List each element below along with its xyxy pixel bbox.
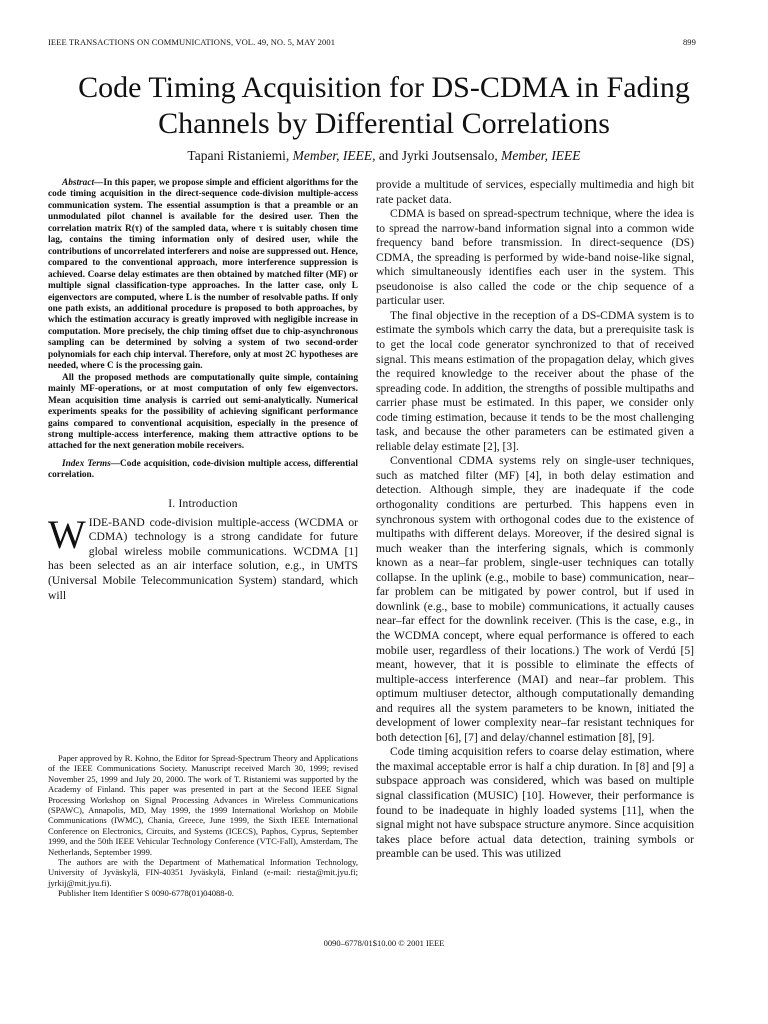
right-column: [376, 178, 694, 862]
first-page-footnote: [48, 753, 358, 899]
body-paragraph-1: provide a multitude of services, especially multimedia and high bit rate packet data.: [376, 178, 694, 206]
page-number: 899: [682, 37, 696, 47]
index-terms-label: Index Terms—: [62, 458, 121, 469]
footnote-paragraph-2: The authors are with the Department of Mathematical Information Technology, University of Jyväskylä, FIN-40351 Jyväskylä, Finland (e-mail: riesta@mit.jyu.fi; jyrkij@mit.jyu.fi).: [48, 857, 358, 888]
body-paragraph-2: CDMA is based on spread-spectrum technique, where the idea is to spread the narrow-band information signal into a common wide frequency band before transmission. In direct-sequence (DS) CDMA, the spreading is performed by wide-band noise-like signal, which simultaneously identifies each user in the system. This pseudonoise is also called the code or the chip sequence of a particular user.: [376, 207, 694, 308]
body-paragraph-5: Code timing acquisition refers to coarse delay estimation, where the maximal acceptable error is half a chip duration. In [8] and [9] a subspace approach was considered, which was based on multiple signal classification (MUSIC) [10]. However, their performance is found to be inadequate in highly loaded systems [11], when the signal might not have subspace structure anymore. Since acquisition takes place before actual data detection, training symbols or preamble can be used. This was utilized: [376, 745, 694, 861]
abstract-label: Abstract—: [62, 178, 104, 188]
section-heading-introduction: I. Introduction: [168, 497, 238, 510]
left-column: [48, 178, 358, 603]
author-conjunction: and: [378, 148, 399, 163]
footnote-paragraph-1: Paper approved by R. Kohno, the Editor for Spread-Spectrum Theory and Applications of the IEEE Communications Society. Manuscript received March 30, 1999; revised November 25, 1999 and July 20, 2000. The work of T. Ristaniemi was supported by the Academy of Finland. This paper was presented in part at the Second IEEE Signal Processing Workshop on Signal Processing Advances in Wireless Communications (SPAWC), Annapolis, MD, May 1999, the 1999 International Workshop on Mobile Communications (IWMC), Chania, Greece, June 1999, the Sixth IEEE International Conference on Electronics, Circuits, and Systems (ICECS), Paphos, Cyprus, September 1999, and the 50th IEEE Vehicular Technology Conference (VTC-Fall), Amsterdam, The Netherlands, September 1999.: [48, 753, 358, 857]
introduction-text: IDE-BAND code-division multiple-access (WCDMA or CDMA) technology is a strong candidate for future global wireless mobile communications. WCDMA [1] has been selected as an air interface solution, e.g., in UMTS (Universal Mobile Telecommunication System) standard, which will: [48, 515, 358, 602]
author-line: [30, 148, 738, 164]
running-head: [48, 37, 696, 47]
body-paragraph-4: Conventional CDMA systems rely on single-user techniques, such as matched filter (MF) [4], in both delay estimation and detection. Although simple, they are inadequate if the code orthogonality conditions are perturbed. This happens even in synchronous system with orthogonal codes due to the existence of multipaths with different delays. Moreover, if the desired signal is much weaker than the interfering signals, which is commonly known as a near–far problem, single-user techniques can totally collapse. In the uplink (e.g., mobile to base) communication, near–far problem can be mitigated by power control, but if used in downlink (e.g., base to mobile) communications, it actually causes near–far effect for the downlink receiver. (This is the case, e.g., in the WCDMA concept, where equal performance is offered to each mobile user, regardless of their locations.) The work of Verdú [5] meant, however, that it is possible to eliminate the effects of multiple-access interference (MAI) and near–far problem. This optimum multiuser detector, although computationally demanding and requires all the system parameters to be known, initiated the development of lower complexity near–far resistant techniques for both detection [6], [7] and delay/channel estimation [8], [9].: [376, 454, 694, 744]
introduction-paragraph: [48, 511, 358, 603]
index-terms: [48, 459, 358, 482]
abstract-text-1: In this paper, we propose simple and efficient algorithms for the code timing acquisition in the direct-sequence code-division multiple-access communication system. The essential assumption is that a preamble or an unmodulated pilot channel is available for the desired user. Then the correlation matrix R(τ) of the sampled data, where τ is suitably chosen time lag, contains the timing information only of desired user, while the contributions of uncorrelated interferers and noise are suppressed out. Hence, compared to the conventional approach, more interference suppression is achieved. Coarse delay estimates are then obtained by matched filter (MF) or multiple signal classification-type approaches. In the latter case, only L eigenvectors are computed, where L is the number of resolvable paths. If only one path exists, an additional procedure is proposed to both approaches, by which the estimation accuracy is greatly improved with negligible increase in computation. More precisely, the chip timing offset due to chip-asynchronous sampling can be determined by solving a system of two second-order polynomials for each chip interval. Therefore, only at most 2C hypotheses are needed, where C is the processing gain.: [48, 178, 358, 372]
body-paragraph-3: The final objective in the reception of a DS-CDMA system is to estimate the symbols which carry the data, but a prerequisite task is to get the local code generator synchronized to that of received signal. This means estimation of the propagation delay, which gives the required knowledge to the receiver about the phase of the spreading code. In addition, the strengths of possible multipaths and carrier phase must be estimated. In this paper, we consider only code timing estimation, because it tends to be the most challenging task, and because the other parameters can be estimated given a reliable delay estimate [2], [3].: [376, 308, 694, 453]
abstract-paragraph-2: All the proposed methods are computationally quite simple, containing mainly MF-operations, or at most computation of only few eigenvectors. Mean acquisition time analysis is carried out semi-analytically. Numerical experiments speaks for the possibility of achieving significant performance gains compared to conventional acquisition, especially in the presence of strong multiple-access interference, making them attractive options to be attached for the next generation mobile receivers.: [48, 372, 358, 452]
author-2: Jyrki Joutsensalo,: [401, 148, 498, 163]
author-2-role: Member, IEEE: [501, 148, 581, 163]
footnote-paragraph-3: Publisher Item Identifier S 0090-6778(01)04088-0.: [58, 888, 234, 899]
journal-name: IEEE TRANSACTIONS ON COMMUNICATIONS, VOL. 49, NO. 5, MAY 2001: [48, 37, 336, 47]
author-1-role: Member, IEEE,: [292, 148, 376, 163]
author-1: Tapani Ristaniemi,: [187, 148, 290, 163]
abstract-paragraph-1: [48, 178, 358, 373]
drop-cap: W: [48, 511, 86, 557]
copyright-line: 0090–6778/01$10.00 © 2001 IEEE: [323, 938, 445, 948]
paper-title: Code Timing Acquisition for DS-CDMA in Fading Channels by Differential Correlations: [78, 71, 690, 140]
index-terms-text: Code acquisition, code-division multiple access, differential correlation.: [48, 458, 358, 481]
